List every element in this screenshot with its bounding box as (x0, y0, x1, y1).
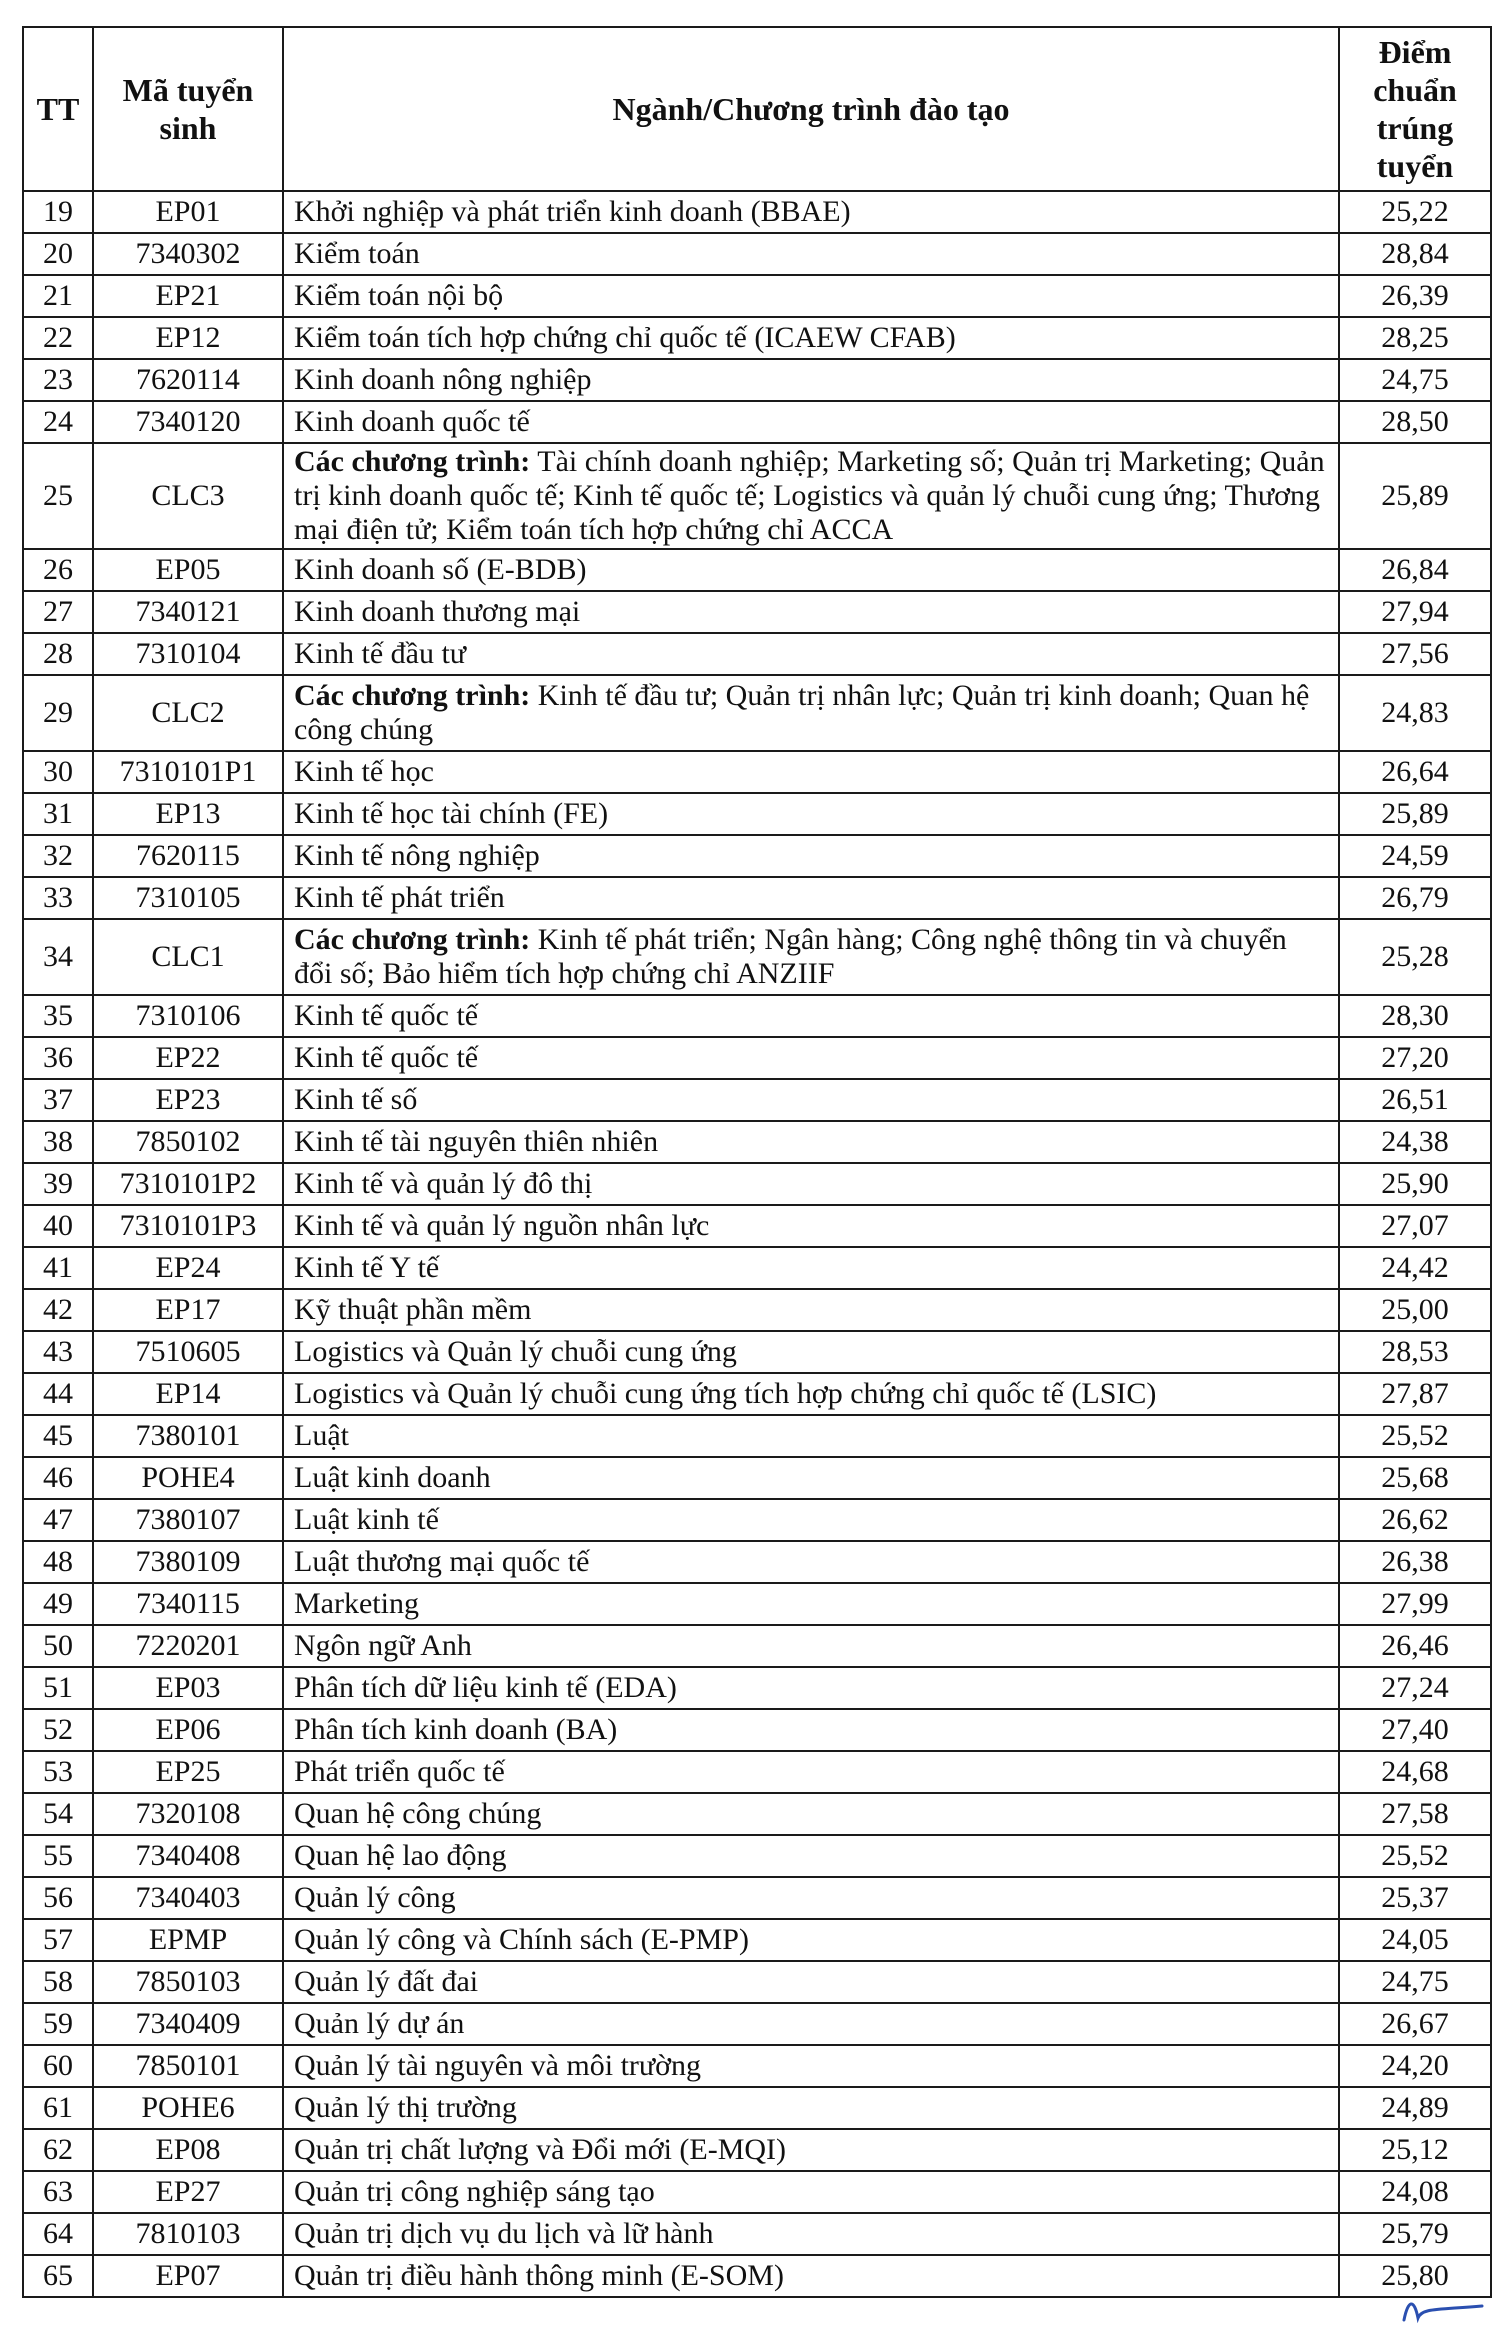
row-score: 27,40 (1339, 1709, 1491, 1751)
table-row (23, 1709, 1491, 1751)
row-code: EP08 (93, 2129, 283, 2171)
row-code: 7850103 (93, 1961, 283, 2003)
row-code: 7380101 (93, 1415, 283, 1457)
table-row (23, 1331, 1491, 1373)
row-score: 26,51 (1339, 1079, 1491, 1121)
row-program (283, 1583, 1339, 1625)
row-score: 24,83 (1339, 675, 1491, 751)
table-row (23, 1289, 1491, 1331)
row-program (283, 2003, 1339, 2045)
row-program (283, 793, 1339, 835)
row-score: 27,99 (1339, 1583, 1491, 1625)
row-program (283, 2129, 1339, 2171)
row-code: POHE6 (93, 2087, 283, 2129)
row-score: 25,52 (1339, 1415, 1491, 1457)
row-tt: 46 (23, 1457, 93, 1499)
table-row (23, 549, 1491, 591)
table-row (23, 919, 1491, 995)
program-name: Luật kinh tế (294, 1503, 439, 1536)
row-score: 26,38 (1339, 1541, 1491, 1583)
row-code: 7310105 (93, 877, 283, 919)
program-name: Kinh tế và quản lý nguồn nhân lực (294, 1209, 710, 1242)
table-row (23, 1835, 1491, 1877)
program-name: Marketing (294, 1587, 419, 1620)
row-code: 7340408 (93, 1835, 283, 1877)
row-tt: 55 (23, 1835, 93, 1877)
row-tt: 31 (23, 793, 93, 835)
row-tt: 36 (23, 1037, 93, 1079)
row-program (283, 1625, 1339, 1667)
table-body (23, 191, 1491, 2297)
row-tt: 59 (23, 2003, 93, 2045)
row-tt: 34 (23, 919, 93, 995)
header-program: Ngành/Chương trình đào tạo (283, 27, 1339, 191)
row-program (283, 1331, 1339, 1373)
row-code: EPMP (93, 1919, 283, 1961)
row-code: 7310101P3 (93, 1205, 283, 1247)
program-group-label: Các chương trình: (294, 445, 531, 478)
row-tt: 19 (23, 191, 93, 233)
table-row (23, 1247, 1491, 1289)
program-group-label: Các chương trình: (294, 923, 531, 956)
row-code: CLC2 (93, 675, 283, 751)
row-tt: 22 (23, 317, 93, 359)
program-name: Quản lý tài nguyên và môi trường (294, 2049, 702, 2082)
program-name: Khởi nghiệp và phát triển kinh doanh (BBAE) (294, 195, 851, 228)
row-program (283, 233, 1339, 275)
row-score: 28,25 (1339, 317, 1491, 359)
row-score: 24,59 (1339, 835, 1491, 877)
row-score: 25,00 (1339, 1289, 1491, 1331)
row-program (283, 1163, 1339, 1205)
program-name: Kinh tế học tài chính (FE) (294, 797, 609, 830)
program-name: Luật thương mại quốc tế (294, 1545, 590, 1578)
program-name: Kinh tế và quản lý đô thị (294, 1167, 593, 1200)
table-row (23, 401, 1491, 443)
table-row (23, 1541, 1491, 1583)
row-program (283, 1499, 1339, 1541)
row-code: POHE4 (93, 1457, 283, 1499)
row-program (283, 2045, 1339, 2087)
row-tt: 41 (23, 1247, 93, 1289)
table-row (23, 1205, 1491, 1247)
row-score: 24,68 (1339, 1751, 1491, 1793)
table-row (23, 2129, 1491, 2171)
row-program (283, 919, 1339, 995)
table-row (23, 751, 1491, 793)
row-code: 7340121 (93, 591, 283, 633)
row-program (283, 877, 1339, 919)
program-name: Quản lý đất đai (294, 1965, 479, 1998)
row-program (283, 1247, 1339, 1289)
program-name: Kinh doanh số (E-BDB) (294, 553, 587, 586)
row-program (283, 1877, 1339, 1919)
program-name: Tài chính doanh nghiệp; Marketing số; Quản trị Marketing; Quản trị kinh doanh quốc tế; Kinh tế quốc tế; Logistics và quản lý chuỗi cung ứng; Thương mại điện tử; Kiểm toán tích hợp chứng chỉ ACCA (294, 445, 1325, 546)
row-code: 7810103 (93, 2213, 283, 2255)
row-tt: 25 (23, 443, 93, 549)
program-name: Luật (294, 1419, 349, 1452)
row-program (283, 2087, 1339, 2129)
row-tt: 64 (23, 2213, 93, 2255)
row-score: 26,46 (1339, 1625, 1491, 1667)
row-tt: 35 (23, 995, 93, 1037)
header-score: Điểm chuẩn trúng tuyển (1339, 27, 1491, 191)
program-name: Kiểm toán (294, 237, 420, 270)
row-program (283, 2171, 1339, 2213)
program-name: Kinh tế quốc tế (294, 1041, 479, 1074)
row-tt: 62 (23, 2129, 93, 2171)
program-name: Logistics và Quản lý chuỗi cung ứng tích hợp chứng chỉ quốc tế (LSIC) (294, 1377, 1157, 1410)
row-score: 25,90 (1339, 1163, 1491, 1205)
table-row (23, 995, 1491, 1037)
row-tt: 50 (23, 1625, 93, 1667)
table-header-row (23, 27, 1491, 191)
program-name: Kinh tế Y tế (294, 1251, 440, 1284)
row-tt: 38 (23, 1121, 93, 1163)
row-code: EP22 (93, 1037, 283, 1079)
table-row (23, 1583, 1491, 1625)
row-tt: 37 (23, 1079, 93, 1121)
table-row (23, 793, 1491, 835)
row-code: 7850101 (93, 2045, 283, 2087)
program-name: Kinh doanh quốc tế (294, 405, 530, 438)
row-program (283, 1541, 1339, 1583)
row-tt: 54 (23, 1793, 93, 1835)
row-program (283, 2213, 1339, 2255)
row-program (283, 751, 1339, 793)
row-score: 24,75 (1339, 359, 1491, 401)
row-score: 24,89 (1339, 2087, 1491, 2129)
row-score: 27,87 (1339, 1373, 1491, 1415)
row-code: 7340409 (93, 2003, 283, 2045)
table-row (23, 359, 1491, 401)
row-score: 25,28 (1339, 919, 1491, 995)
table-row (23, 1037, 1491, 1079)
row-score: 27,56 (1339, 633, 1491, 675)
row-program (283, 1121, 1339, 1163)
table-row (23, 2087, 1491, 2129)
row-code: 7310101P2 (93, 1163, 283, 1205)
row-tt: 40 (23, 1205, 93, 1247)
program-name: Kinh tế nông nghiệp (294, 839, 540, 872)
row-tt: 26 (23, 549, 93, 591)
program-name: Phân tích kinh doanh (BA) (294, 1713, 618, 1746)
program-name: Kiểm toán tích hợp chứng chỉ quốc tế (ICAEW CFAB) (294, 321, 956, 354)
row-code: EP13 (93, 793, 283, 835)
program-name: Kiểm toán nội bộ (294, 279, 504, 312)
row-program (283, 1289, 1339, 1331)
row-code: EP24 (93, 1247, 283, 1289)
row-program (283, 1373, 1339, 1415)
row-score: 26,79 (1339, 877, 1491, 919)
table-row (23, 191, 1491, 233)
row-score: 25,89 (1339, 443, 1491, 549)
program-name: Quan hệ công chúng (294, 1797, 542, 1830)
table-row (23, 1667, 1491, 1709)
row-program (283, 317, 1339, 359)
row-tt: 51 (23, 1667, 93, 1709)
row-code: 7510605 (93, 1331, 283, 1373)
program-name: Kinh tế quốc tế (294, 999, 479, 1032)
row-tt: 43 (23, 1331, 93, 1373)
row-code: 7620114 (93, 359, 283, 401)
program-name: Quản lý công (294, 1881, 456, 1914)
row-code: EP12 (93, 317, 283, 359)
program-name: Kinh doanh nông nghiệp (294, 363, 592, 396)
row-program (283, 995, 1339, 1037)
row-score: 28,30 (1339, 995, 1491, 1037)
table-row (23, 2255, 1491, 2297)
row-tt: 63 (23, 2171, 93, 2213)
table-row (23, 443, 1491, 549)
row-score: 28,84 (1339, 233, 1491, 275)
row-score: 27,58 (1339, 1793, 1491, 1835)
row-code: 7340115 (93, 1583, 283, 1625)
table-row (23, 1961, 1491, 2003)
row-tt: 49 (23, 1583, 93, 1625)
row-code: 7340302 (93, 233, 283, 275)
program-name: Quản trị chất lượng và Đổi mới (E-MQI) (294, 2133, 787, 2166)
row-tt: 33 (23, 877, 93, 919)
row-tt: 23 (23, 359, 93, 401)
row-program (283, 1667, 1339, 1709)
row-program (283, 359, 1339, 401)
row-score: 27,24 (1339, 1667, 1491, 1709)
row-code: 7310106 (93, 995, 283, 1037)
row-score: 24,05 (1339, 1919, 1491, 1961)
row-code: 7620115 (93, 835, 283, 877)
row-score: 26,62 (1339, 1499, 1491, 1541)
table-row (23, 1121, 1491, 1163)
row-tt: 57 (23, 1919, 93, 1961)
program-name: Ngôn ngữ Anh (294, 1629, 472, 1662)
program-name: Kinh tế phát triển; Ngân hàng; Công nghệ thông tin và chuyển đổi số; Bảo hiểm tích hợp chứng chỉ ANZIIF (294, 923, 1287, 990)
table-row (23, 1163, 1491, 1205)
table-row (23, 1499, 1491, 1541)
row-code: 7320108 (93, 1793, 283, 1835)
program-name: Quản lý thị trường (294, 2091, 517, 2124)
program-name: Kinh tế tài nguyên thiên nhiên (294, 1125, 659, 1158)
row-code: 7340403 (93, 1877, 283, 1919)
program-name: Logistics và Quản lý chuỗi cung ứng (294, 1335, 737, 1368)
row-score: 27,07 (1339, 1205, 1491, 1247)
table-row (23, 2003, 1491, 2045)
program-name: Quan hệ lao động (294, 1839, 507, 1872)
program-name: Quản trị công nghiệp sáng tạo (294, 2175, 655, 2208)
row-program (283, 1793, 1339, 1835)
row-program (283, 1415, 1339, 1457)
row-score: 26,84 (1339, 549, 1491, 591)
row-score: 27,94 (1339, 591, 1491, 633)
row-tt: 24 (23, 401, 93, 443)
table-row (23, 1919, 1491, 1961)
header-code: Mã tuyển sinh (93, 27, 283, 191)
row-tt: 21 (23, 275, 93, 317)
program-name: Phân tích dữ liệu kinh tế (EDA) (294, 1671, 677, 1704)
row-score: 24,08 (1339, 2171, 1491, 2213)
table-row (23, 1877, 1491, 1919)
row-code: EP01 (93, 191, 283, 233)
row-tt: 39 (23, 1163, 93, 1205)
row-tt: 53 (23, 1751, 93, 1793)
row-tt: 28 (23, 633, 93, 675)
row-code: 7310101P1 (93, 751, 283, 793)
table-row (23, 1793, 1491, 1835)
program-name: Phát triển quốc tế (294, 1755, 505, 1788)
table-row (23, 675, 1491, 751)
row-code: 7380107 (93, 1499, 283, 1541)
table-row (23, 633, 1491, 675)
row-code: 7380109 (93, 1541, 283, 1583)
table-row (23, 2213, 1491, 2255)
row-code: EP14 (93, 1373, 283, 1415)
program-name: Luật kinh doanh (294, 1461, 491, 1494)
row-program (283, 275, 1339, 317)
row-code: EP03 (93, 1667, 283, 1709)
row-score: 25,68 (1339, 1457, 1491, 1499)
table-row (23, 835, 1491, 877)
row-score: 25,80 (1339, 2255, 1491, 2297)
row-tt: 42 (23, 1289, 93, 1331)
row-tt: 27 (23, 591, 93, 633)
table-row (23, 233, 1491, 275)
program-name: Quản trị điều hành thông minh (E-SOM) (294, 2259, 784, 2292)
row-score: 26,39 (1339, 275, 1491, 317)
row-tt: 48 (23, 1541, 93, 1583)
row-score: 26,67 (1339, 2003, 1491, 2045)
row-score: 26,64 (1339, 751, 1491, 793)
row-program (283, 443, 1339, 549)
row-program (283, 1835, 1339, 1877)
table-row (23, 877, 1491, 919)
program-name: Quản lý công và Chính sách (E-PMP) (294, 1923, 749, 1956)
row-tt: 65 (23, 2255, 93, 2297)
row-program (283, 633, 1339, 675)
row-score: 25,22 (1339, 191, 1491, 233)
row-score: 27,20 (1339, 1037, 1491, 1079)
row-tt: 44 (23, 1373, 93, 1415)
row-score: 24,75 (1339, 1961, 1491, 2003)
row-code: CLC3 (93, 443, 283, 549)
row-program (283, 835, 1339, 877)
row-score: 24,38 (1339, 1121, 1491, 1163)
row-program (283, 591, 1339, 633)
row-program (283, 1079, 1339, 1121)
program-name: Kinh tế phát triển (294, 881, 505, 914)
row-program (283, 1457, 1339, 1499)
row-score: 25,37 (1339, 1877, 1491, 1919)
row-code: EP27 (93, 2171, 283, 2213)
program-name: Kinh tế số (294, 1083, 418, 1116)
row-code: 7220201 (93, 1625, 283, 1667)
row-score: 25,12 (1339, 2129, 1491, 2171)
row-tt: 60 (23, 2045, 93, 2087)
program-name: Quản lý dự án (294, 2007, 465, 2040)
row-code: EP21 (93, 275, 283, 317)
row-code: EP25 (93, 1751, 283, 1793)
row-score: 24,20 (1339, 2045, 1491, 2087)
program-name: Kinh tế đầu tư; Quản trị nhân lực; Quản trị kinh doanh; Quan hệ công chúng (294, 679, 1310, 746)
row-program (283, 401, 1339, 443)
row-tt: 52 (23, 1709, 93, 1751)
row-tt: 47 (23, 1499, 93, 1541)
table-row (23, 317, 1491, 359)
table-row (23, 591, 1491, 633)
header-tt: TT (23, 27, 93, 191)
row-tt: 32 (23, 835, 93, 877)
program-name: Quản trị dịch vụ du lịch và lữ hành (294, 2217, 714, 2250)
row-program (283, 1037, 1339, 1079)
row-program (283, 1961, 1339, 2003)
row-code: EP05 (93, 549, 283, 591)
row-tt: 61 (23, 2087, 93, 2129)
row-code: 7850102 (93, 1121, 283, 1163)
admission-score-table (22, 26, 1492, 2298)
table-row (23, 2045, 1491, 2087)
row-program (283, 549, 1339, 591)
row-code: CLC1 (93, 919, 283, 995)
signature-mark (1396, 2294, 1486, 2324)
row-code: EP17 (93, 1289, 283, 1331)
program-name: Kinh doanh thương mại (294, 595, 581, 628)
row-code: 7340120 (93, 401, 283, 443)
row-score: 28,50 (1339, 401, 1491, 443)
row-tt: 58 (23, 1961, 93, 2003)
row-code: 7310104 (93, 633, 283, 675)
row-score: 24,42 (1339, 1247, 1491, 1289)
program-name: Kỹ thuật phần mềm (294, 1293, 532, 1326)
program-name: Kinh tế học (294, 755, 434, 788)
row-code: EP06 (93, 1709, 283, 1751)
row-code: EP07 (93, 2255, 283, 2297)
table-row (23, 1457, 1491, 1499)
row-score: 25,89 (1339, 793, 1491, 835)
row-tt: 30 (23, 751, 93, 793)
row-score: 28,53 (1339, 1331, 1491, 1373)
row-code: EP23 (93, 1079, 283, 1121)
row-tt: 45 (23, 1415, 93, 1457)
table-row (23, 1373, 1491, 1415)
row-score: 25,52 (1339, 1835, 1491, 1877)
table-row (23, 1415, 1491, 1457)
row-tt: 20 (23, 233, 93, 275)
table-row (23, 1751, 1491, 1793)
row-tt: 29 (23, 675, 93, 751)
row-score: 25,79 (1339, 2213, 1491, 2255)
program-group-label: Các chương trình: (294, 679, 531, 712)
table-row (23, 275, 1491, 317)
row-tt: 56 (23, 1877, 93, 1919)
table-row (23, 2171, 1491, 2213)
row-program (283, 2255, 1339, 2297)
row-program (283, 1709, 1339, 1751)
row-program (283, 1919, 1339, 1961)
table-row (23, 1079, 1491, 1121)
row-program (283, 1205, 1339, 1247)
row-program (283, 191, 1339, 233)
program-name: Kinh tế đầu tư (294, 637, 467, 670)
row-program (283, 1751, 1339, 1793)
row-program (283, 675, 1339, 751)
table-row (23, 1625, 1491, 1667)
